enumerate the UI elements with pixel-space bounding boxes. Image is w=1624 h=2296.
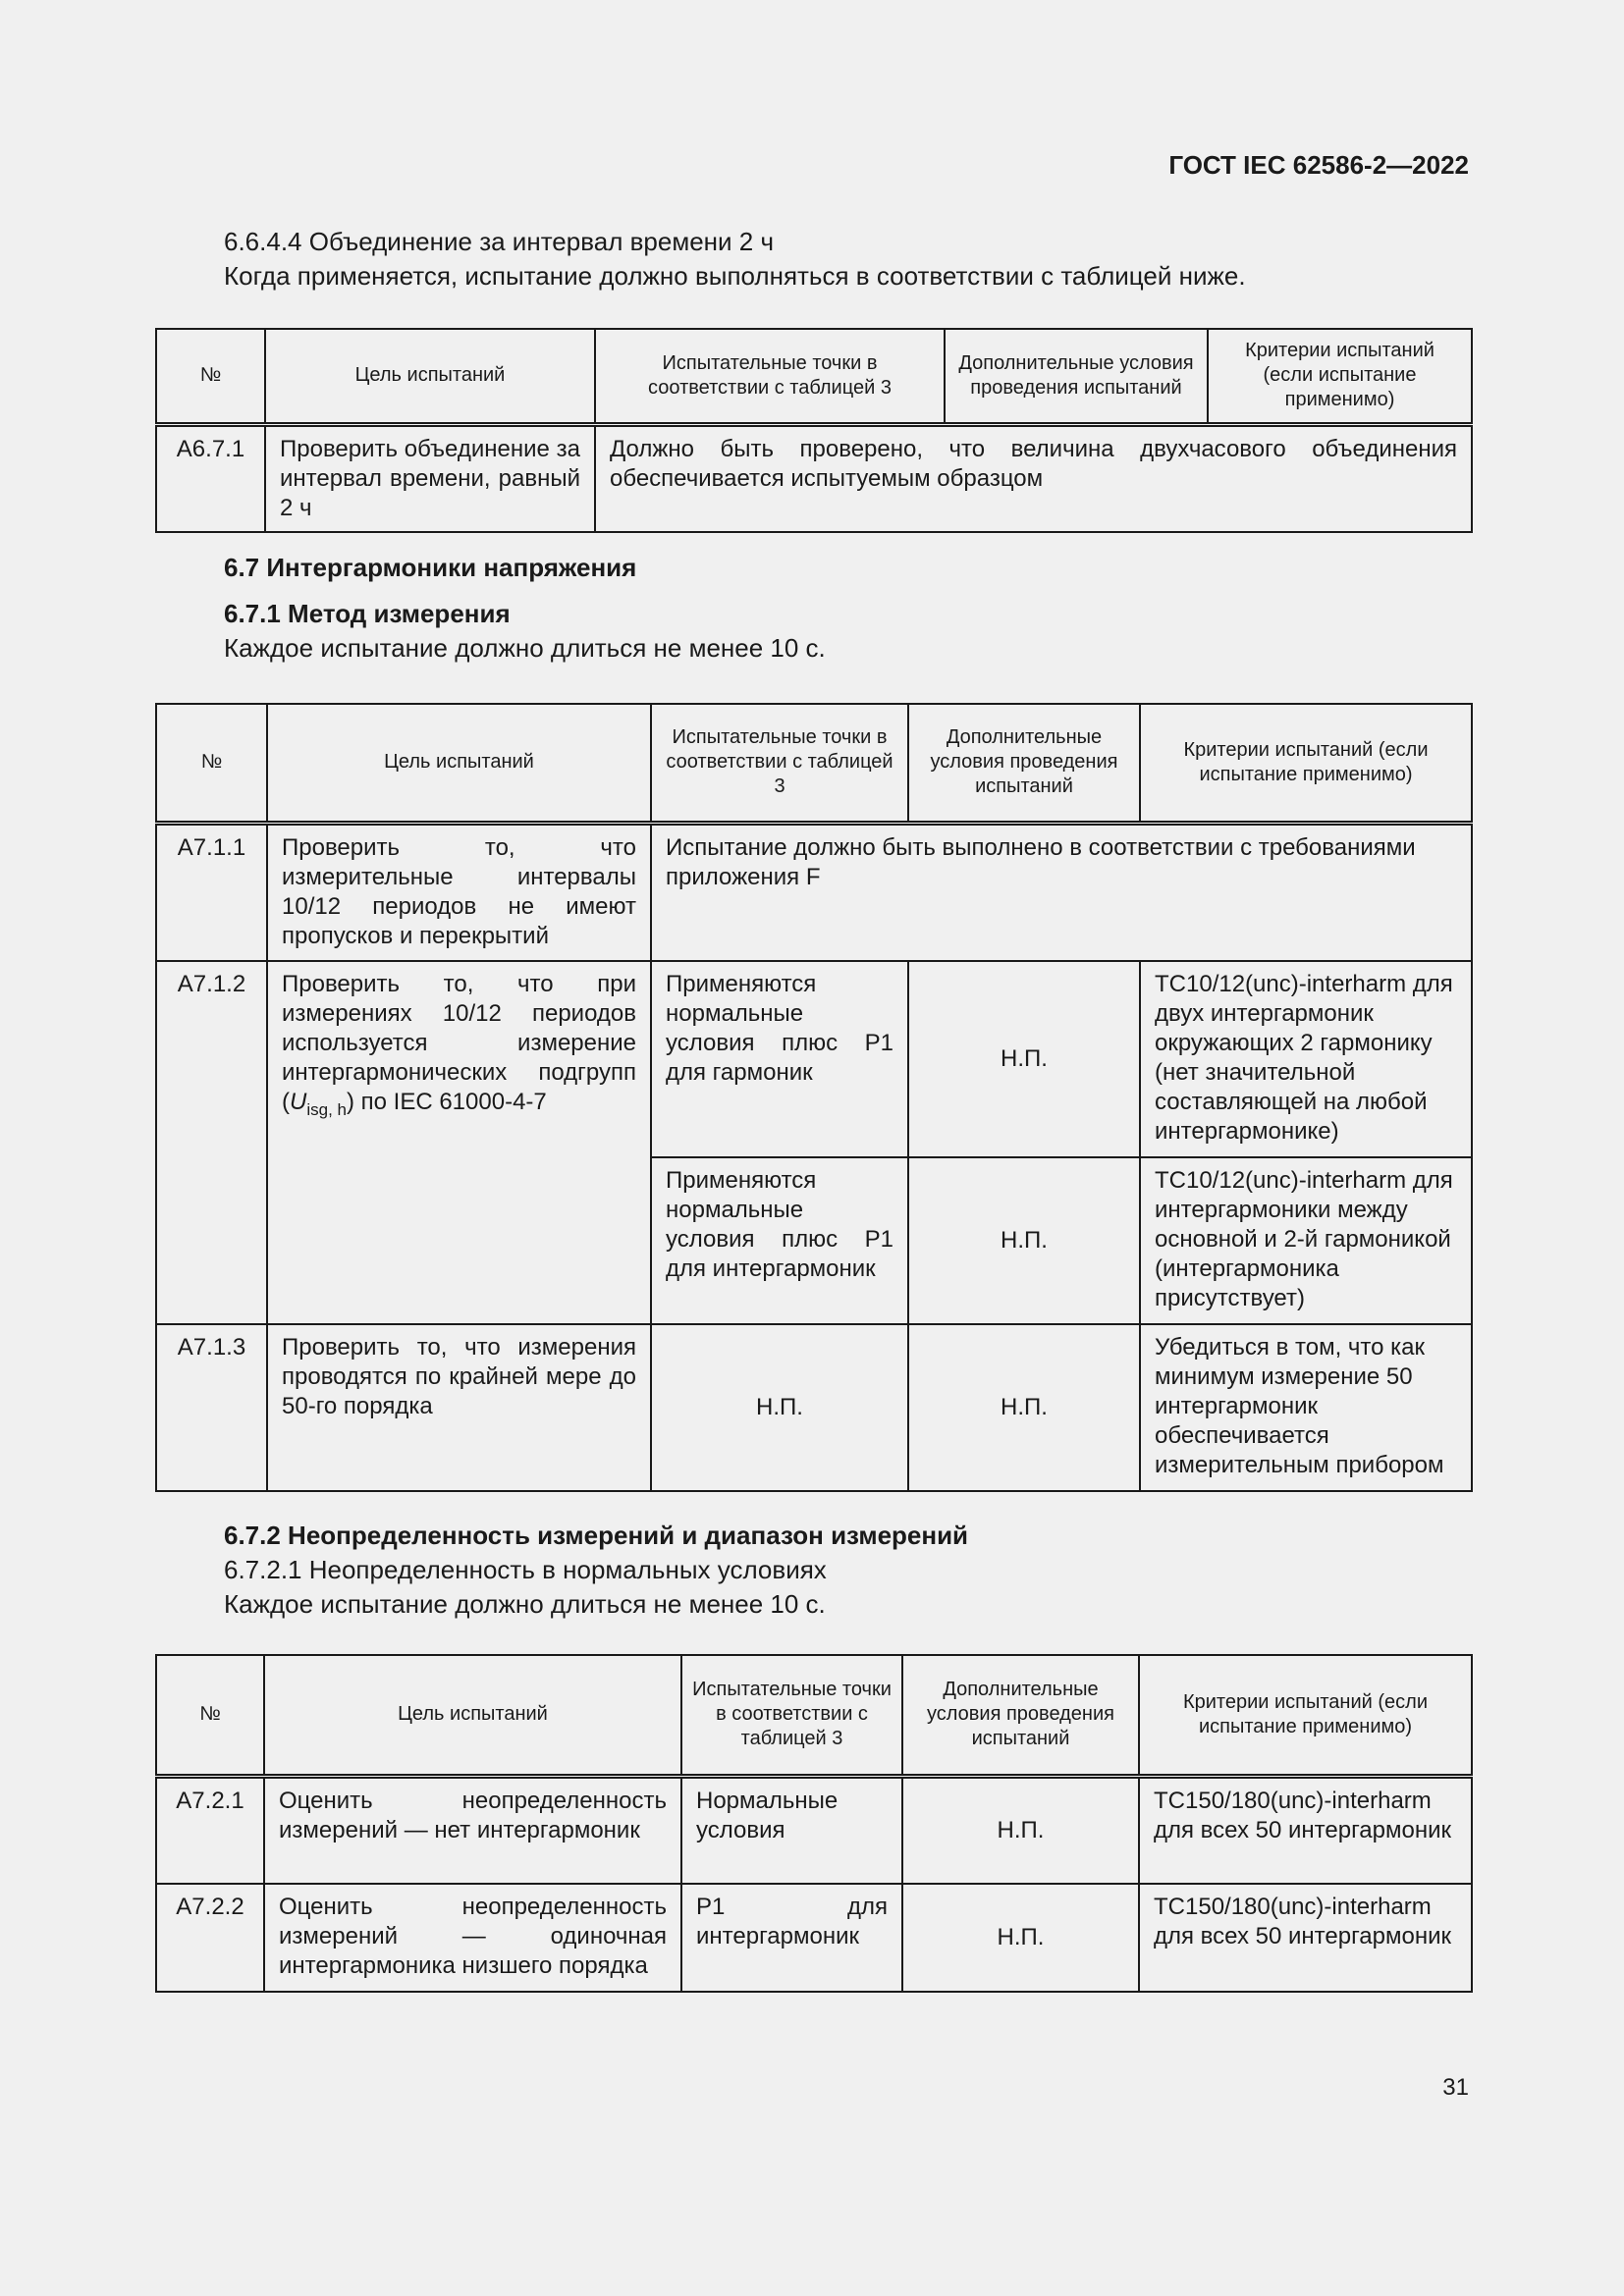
section-text: Каждое испытание должно длиться не менее 10 с. <box>224 633 826 663</box>
table-row <box>156 1884 1472 1992</box>
table-header-row <box>156 1655 1472 1776</box>
row-number: A7.2.1 <box>156 1776 264 1884</box>
col-points-header: Испытательные точки в соответствии с таблицей 3 <box>595 329 945 424</box>
table-row <box>156 823 1472 961</box>
row-criteria: TC10/12(unc)-interharm для интергармоники между основной и 2-й гармоникой (интергармоника присутствует) <box>1140 1157 1472 1324</box>
row-goal: Оценить неопределенность измерений — нет интергармоник <box>264 1776 681 1884</box>
col-conditions-header: Дополнительные условия проведения испытаний <box>902 1655 1139 1776</box>
col-number-header: № <box>156 1655 264 1776</box>
row-criteria: TC10/12(unc)-interharm для двух интергармоник окружающих 2 гармонику (нет значительной составляющей на любой интергармонике) <box>1140 961 1472 1157</box>
row-number: A7.1.3 <box>156 1324 267 1491</box>
col-criteria-header: Критерии испытаний (если испытание применимо) <box>1140 704 1472 823</box>
row-goal: Проверить то, что измерения проводятся по крайней мере до 50-го порядка <box>267 1324 651 1491</box>
table-a7-1 <box>155 703 1473 1492</box>
row-conditions: Н.П. <box>902 1776 1139 1884</box>
table-row <box>156 1776 1472 1884</box>
section-heading: 6.7 Интергармоники напряжения <box>224 553 637 582</box>
col-goal-header: Цель испытаний <box>264 1655 681 1776</box>
symbol-u: U <box>290 1089 307 1115</box>
row-merged-text: Должно быть проверено, что величина двухчасового объединения обеспечивается испытуемым образцом <box>595 424 1472 532</box>
row-criteria: TC150/180(unc)-interharm для всех 50 интергармоник <box>1139 1776 1472 1884</box>
row-points: Применяются нормальные условия плюс P1 для гармоник <box>651 961 908 1157</box>
row-goal: Проверить то, что измерительные интервалы 10/12 периодов не имеют пропусков и перекрытий <box>267 823 651 961</box>
col-points-header: Испытательные точки в соответствии с таблицей 3 <box>651 704 908 823</box>
col-criteria-header: Критерии испытаний (если испытание применимо) <box>1208 329 1472 424</box>
col-goal-header: Цель испытаний <box>267 704 651 823</box>
row-goal: Оценить неопределенность измерений — одиночная интергармоника низшего порядка <box>264 1884 681 1992</box>
table-row <box>156 1324 1472 1491</box>
col-conditions-header: Дополнительные условия проведения испытаний <box>945 329 1208 424</box>
col-number-header: № <box>156 704 267 823</box>
row-goal: Проверить то, что при измерениях 10/12 периодов используется измерение интергармонических подгрупп $(U_{isg, h})$ по IEC 61000-4-7 <box>267 961 651 1324</box>
section-text: Каждое испытание должно длиться не менее 10 с. <box>224 1589 826 1619</box>
subsection-heading: 6.7.1 Метод измерения <box>224 599 511 628</box>
col-conditions-header: Дополнительные условия проведения испытаний <box>908 704 1140 823</box>
subsection-title: 6.7.2.1 Неопределенность в нормальных условиях <box>224 1555 827 1584</box>
row-conditions: Н.П. <box>902 1884 1139 1992</box>
subsection-heading: 6.7.2 Неопределенность измерений и диапазон измерений <box>224 1521 969 1550</box>
row-criteria: Убедиться в том, что как минимум измерение 50 интергармоник обеспечивается измерительным прибором <box>1140 1324 1472 1491</box>
page-number: 31 <box>1442 2074 1469 2101</box>
section-text: Когда применяется, испытание должно выполняться в соответствии с таблицей ниже. <box>224 261 1246 291</box>
section-title: 6.6.4.4 Объединение за интервал времени 2 ч <box>224 227 775 256</box>
row-conditions: Н.П. <box>908 1157 1140 1324</box>
symbol-subscript: isg, h <box>306 1099 347 1119</box>
table-header-row <box>156 704 1472 823</box>
section-6-7 <box>224 551 1471 666</box>
table-header-row <box>156 329 1472 424</box>
table-a6-7 <box>155 328 1473 533</box>
row-points: P1 для интергармоник <box>681 1884 902 1992</box>
row-number: A7.1.2 <box>156 961 267 1324</box>
table-row <box>156 961 1472 1157</box>
row-goal: Проверить объединение за интервал времени, равный 2 ч <box>265 424 595 532</box>
table-row <box>156 424 1472 532</box>
row-points: Н.П. <box>651 1324 908 1491</box>
section-6-7-2 <box>224 1519 1471 1622</box>
row-number: A7.1.1 <box>156 823 267 961</box>
row-conditions: Н.П. <box>908 1324 1140 1491</box>
table-a7-2 <box>155 1654 1473 1993</box>
standard-designation: ГОСТ IEC 62586-2—2022 <box>1168 150 1469 180</box>
section-6-6-4-4 <box>224 225 1471 294</box>
row-merged-text: Испытание должно быть выполнено в соответствии с требованиями приложения F <box>651 823 1472 961</box>
row-conditions: Н.П. <box>908 961 1140 1157</box>
col-points-header: Испытательные точки в соответствии с таблицей 3 <box>681 1655 902 1776</box>
col-number-header: № <box>156 329 265 424</box>
row-number: A6.7.1 <box>156 424 265 532</box>
row-points: Применяются нормальные условия плюс P1 для интергармоник <box>651 1157 908 1324</box>
row-number: A7.2.2 <box>156 1884 264 1992</box>
col-goal-header: Цель испытаний <box>265 329 595 424</box>
row-criteria: TC150/180(unc)-interharm для всех 50 интергармоник <box>1139 1884 1472 1992</box>
col-criteria-header: Критерии испытаний (если испытание применимо) <box>1139 1655 1472 1776</box>
row-points: Нормальные условия <box>681 1776 902 1884</box>
